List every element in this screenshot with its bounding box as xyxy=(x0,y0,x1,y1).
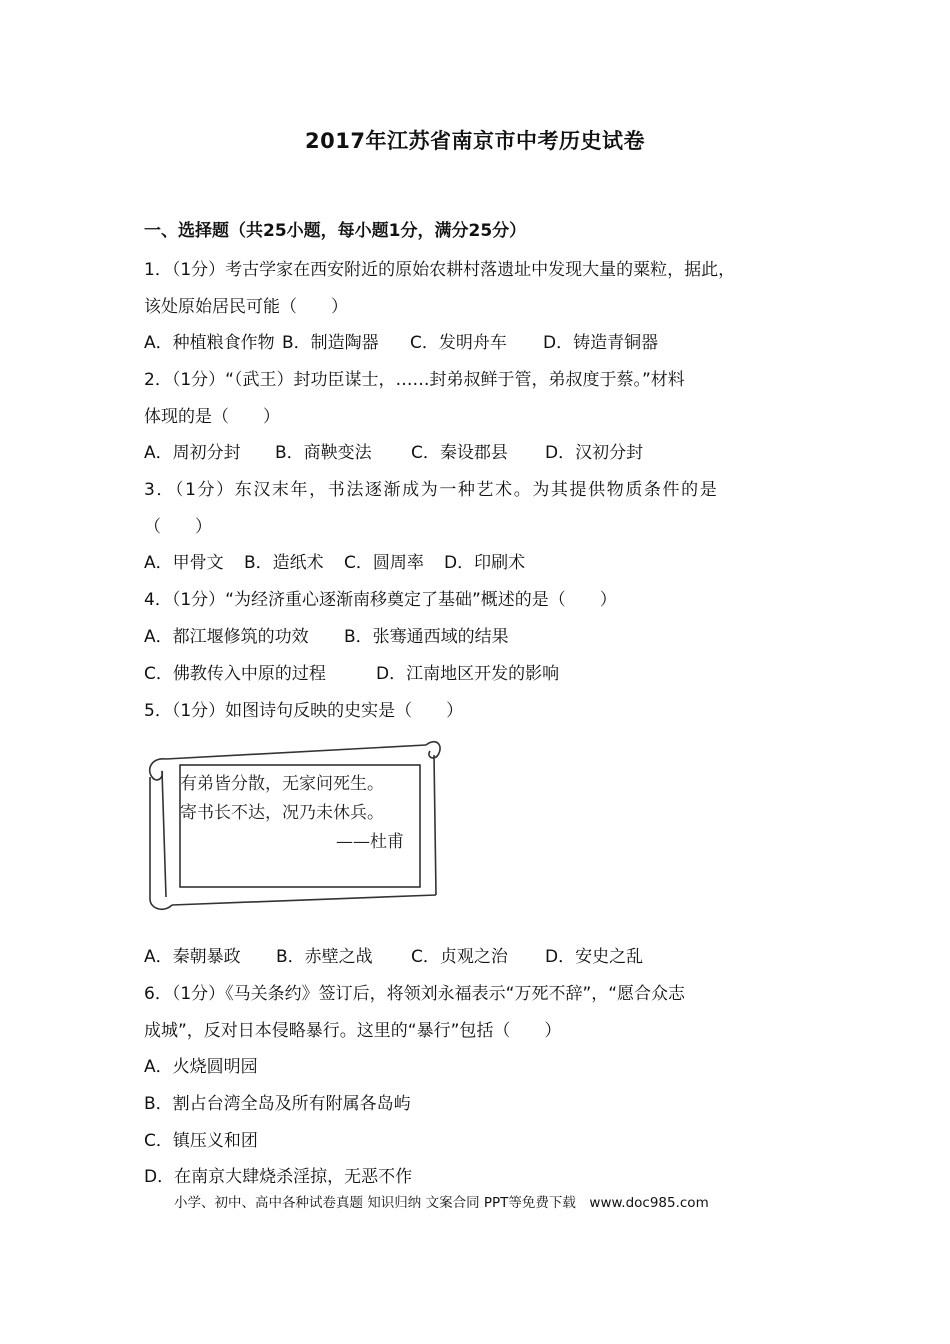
option-d: D．汉初分封 xyxy=(545,443,644,463)
question-3-options xyxy=(144,548,525,573)
option-a: A．甲骨文 xyxy=(144,553,224,573)
question-5-options xyxy=(144,942,643,967)
question-4-line-1: 4．（1分）“为经济重心逐渐南移奠定了基础”概述的是（ ） xyxy=(144,590,617,610)
poem-line-1: 有弟皆分散，无家问死生。 xyxy=(180,774,384,794)
question-4-options-row-1 xyxy=(144,622,509,647)
question-2-line-2: 体现的是（ ） xyxy=(144,407,280,427)
question-5-line-1: 5．（1分）如图诗句反映的史实是（ ） xyxy=(144,701,464,721)
option-a: A．都江堰修筑的功效 xyxy=(144,627,309,647)
option-b: B．赤壁之战 xyxy=(276,947,373,967)
option-a: A．秦朝暴政 xyxy=(144,947,241,967)
question-6-option-a: A．火烧圆明园 xyxy=(144,1057,258,1077)
question-3-line-1: 3．（1分）东汉末年，书法逐渐成为一种艺术。为其提供物质条件的是 xyxy=(144,480,719,500)
question-6-option-d: D．在南京大肆烧杀淫掠，无恶不作 xyxy=(144,1167,413,1187)
option-c: C．发明舟车 xyxy=(410,333,507,353)
option-b: B．制造陶器 xyxy=(282,333,379,353)
question-2-line-1: 2．（1分）“（武王）封功臣谋士，……封弟叔鲜于管，弟叔度于蔡。”材料 xyxy=(144,370,685,390)
option-d: D．印刷术 xyxy=(444,553,526,573)
question-6-option-c: C．镇压义和团 xyxy=(144,1131,258,1151)
question-1-line-2: 该处原始居民可能（ ） xyxy=(144,297,348,317)
option-a: A．周初分封 xyxy=(144,443,241,463)
option-d: D．安史之乱 xyxy=(545,947,644,967)
question-6-line-2: 成城”，反对日本侵略暴行。这里的“暴行”包括（ ） xyxy=(144,1021,562,1041)
option-d: D．铸造青铜器 xyxy=(543,333,659,353)
question-6-option-b: B．割占台湾全岛及所有附属各岛屿 xyxy=(144,1094,411,1114)
poem-line-2: 寄书长不达，况乃未休兵。 xyxy=(180,803,384,823)
option-b: B．商鞅变法 xyxy=(275,443,372,463)
question-2-options xyxy=(144,438,643,463)
question-3-line-2: （ ） xyxy=(144,517,212,537)
question-4-options-row-2 xyxy=(144,659,559,684)
question-1-line-1: 1．（1分）考古学家在西安附近的原始农耕村落遗址中发现大量的粟粒，据此， xyxy=(144,260,736,280)
option-c: C．秦设郡县 xyxy=(411,443,508,463)
option-c: C．圆周率 xyxy=(344,553,424,573)
option-a: A．种植粮食作物 xyxy=(144,333,275,353)
option-c: C．佛教传入中原的过程 xyxy=(144,664,326,684)
footer-note: 小学、初中、高中各种试卷真题 知识归纳 文案合同 PPT等免费下载 www.doc985.com xyxy=(174,1195,709,1211)
question-1-options xyxy=(144,328,658,353)
option-c: C．贞观之治 xyxy=(411,947,508,967)
poem-author: ——杜甫 xyxy=(336,832,404,852)
poem-text xyxy=(180,770,410,857)
option-d: D．江南地区开发的影响 xyxy=(376,664,560,684)
page-title: 2017年江苏省南京市中考历史试卷 xyxy=(305,129,645,153)
option-b: B．张骞通西域的结果 xyxy=(344,627,509,647)
question-6-line-1: 6．（1分）《马关条约》签订后，将领刘永福表示“万死不辞”，“愿合众志 xyxy=(144,984,686,1004)
section-heading: 一、选择题（共25小题，每小题1分，满分25分） xyxy=(144,221,527,241)
option-b: B．造纸术 xyxy=(244,553,324,573)
